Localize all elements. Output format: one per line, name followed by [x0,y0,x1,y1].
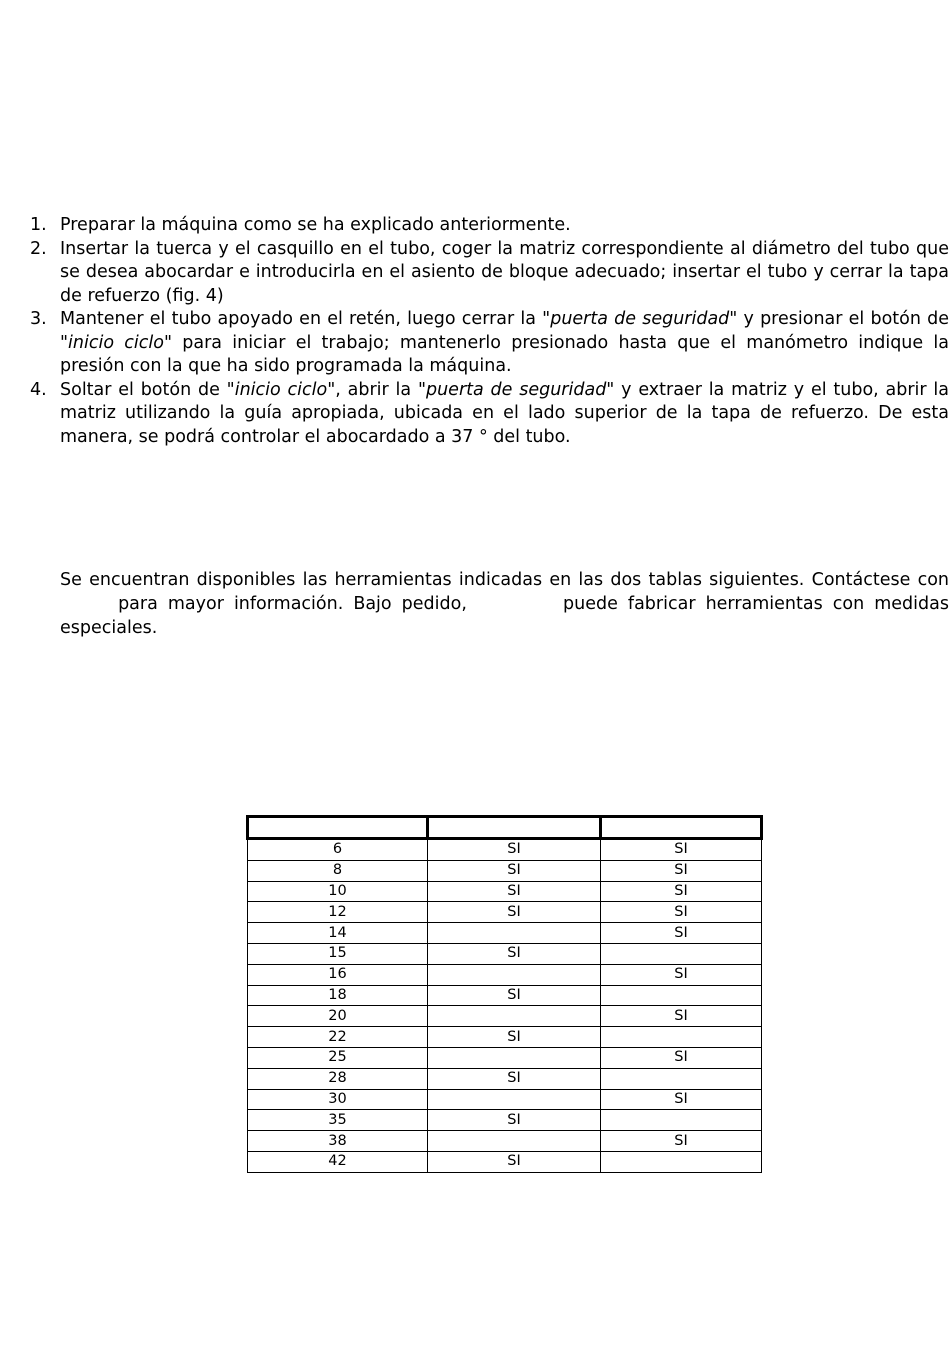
availability-cell: SI [428,1151,601,1172]
table-row [248,964,762,985]
size-cell: 20 [248,1006,428,1027]
size-cell: 12 [248,902,428,923]
size-cell: 18 [248,985,428,1006]
step-number: 2. [30,238,47,259]
availability-cell: SI [428,860,601,881]
table-row [248,1006,762,1027]
availability-cell: SI [601,839,762,861]
availability-cell: SI [601,923,762,944]
availability-cell: SI [601,1089,762,1110]
table-row [248,1110,762,1131]
availability-cell [601,1110,762,1131]
step-1 [0,214,949,238]
tools-intro-paragraph [60,568,949,640]
intro-text: Se encuentran disponibles las herramientas indicadas en las dos tablas siguientes. Contáctese con [60,570,949,590]
tools-table-body [248,839,762,1173]
availability-cell: SI [428,985,601,1006]
availability-cell [428,1131,601,1152]
cycle-start-term: "inicio ciclo" [60,332,173,353]
availability-cell: SI [601,964,762,985]
step-number: 3. [30,309,47,329]
availability-cell [601,1068,762,1089]
availability-cell [601,985,762,1006]
step-2 [0,238,949,309]
availability-cell: SI [428,839,601,861]
availability-cell: SI [428,943,601,964]
availability-cell [428,1047,601,1068]
availability-cell: SI [428,1027,601,1048]
availability-cell: SI [601,881,762,902]
safety-door-term: "puerta de seguridad" [417,379,615,400]
header-cell [601,817,762,839]
step-text: y presionar el botón de [737,309,949,329]
availability-cell [601,943,762,964]
table-row [248,1027,762,1048]
size-cell: 22 [248,1027,428,1048]
availability-cell: SI [428,1068,601,1089]
step-text: para iniciar el trabajo; mantenerlo presionado hasta que el manómetro indique la presión con la que ha sido programada la máquina. [60,332,949,376]
size-cell: 38 [248,1131,428,1152]
availability-cell [428,964,601,985]
intro-text: puede fabricar herramientas con medidas especiales. [60,594,949,638]
step-text: Insertar la tuerca y el casquillo en el tubo, coger la matriz correspondiente al diámetro del tubo que se desea abocardar e introducirla en el asiento de bloque adecuado; insertar el tubo y cerrar la tapa de refuerzo (fig. 4) [60,238,949,306]
size-cell: 28 [248,1068,428,1089]
size-cell: 35 [248,1110,428,1131]
availability-cell [428,1006,601,1027]
step-text: y extraer la matriz y el tubo, abrir la matriz utilizando la guía apropiada, ubicada en el lado superior de la tapa de refuerzo. De esta manera, se podrá controlar el abocardado a 37 ° del tubo. [60,379,949,447]
table-header-row [248,817,762,839]
table-row [248,902,762,923]
step-3 [0,308,949,379]
table-row [248,1131,762,1152]
table-row [248,985,762,1006]
size-cell: 25 [248,1047,428,1068]
table-row [248,1151,762,1172]
header-cell [248,817,428,839]
table-row [248,923,762,944]
availability-cell [428,1089,601,1110]
step-number: 1. [30,215,47,235]
size-cell: 8 [248,860,428,881]
size-cell: 42 [248,1151,428,1172]
availability-cell: SI [428,881,601,902]
step-text: Soltar el botón de [60,379,227,400]
table-row [248,860,762,881]
size-cell: 6 [248,839,428,861]
availability-cell: SI [601,902,762,923]
availability-cell: SI [428,1110,601,1131]
availability-cell: SI [601,1006,762,1027]
size-cell: 16 [248,964,428,985]
tools-table [246,815,763,1173]
cycle-start-term: "inicio ciclo" [226,379,336,400]
step-text: , abrir la [335,379,418,400]
size-cell: 15 [248,943,428,964]
step-text: Preparar la máquina como se ha explicado anteriormente. [60,215,571,235]
size-cell: 30 [248,1089,428,1110]
availability-cell: SI [601,1131,762,1152]
step-text: Mantener el tubo apoyado en el retén, luego cerrar la [60,309,543,329]
step-number: 4. [30,379,47,400]
table-row [248,839,762,861]
safety-door-term: "puerta de seguridad" [542,309,738,329]
header-cell [428,817,601,839]
availability-cell [601,1151,762,1172]
availability-cell [428,923,601,944]
size-cell: 10 [248,881,428,902]
table-row [248,881,762,902]
availability-cell: SI [428,902,601,923]
availability-cell: SI [601,1047,762,1068]
table-row [248,943,762,964]
table-row [248,1068,762,1089]
intro-text: para mayor información. Bajo pedido, [118,594,467,614]
table-row [248,1047,762,1068]
size-cell: 14 [248,923,428,944]
step-4 [0,379,949,450]
table-row [248,1089,762,1110]
availability-cell [601,1027,762,1048]
availability-cell: SI [601,860,762,881]
procedure-steps [0,214,949,449]
